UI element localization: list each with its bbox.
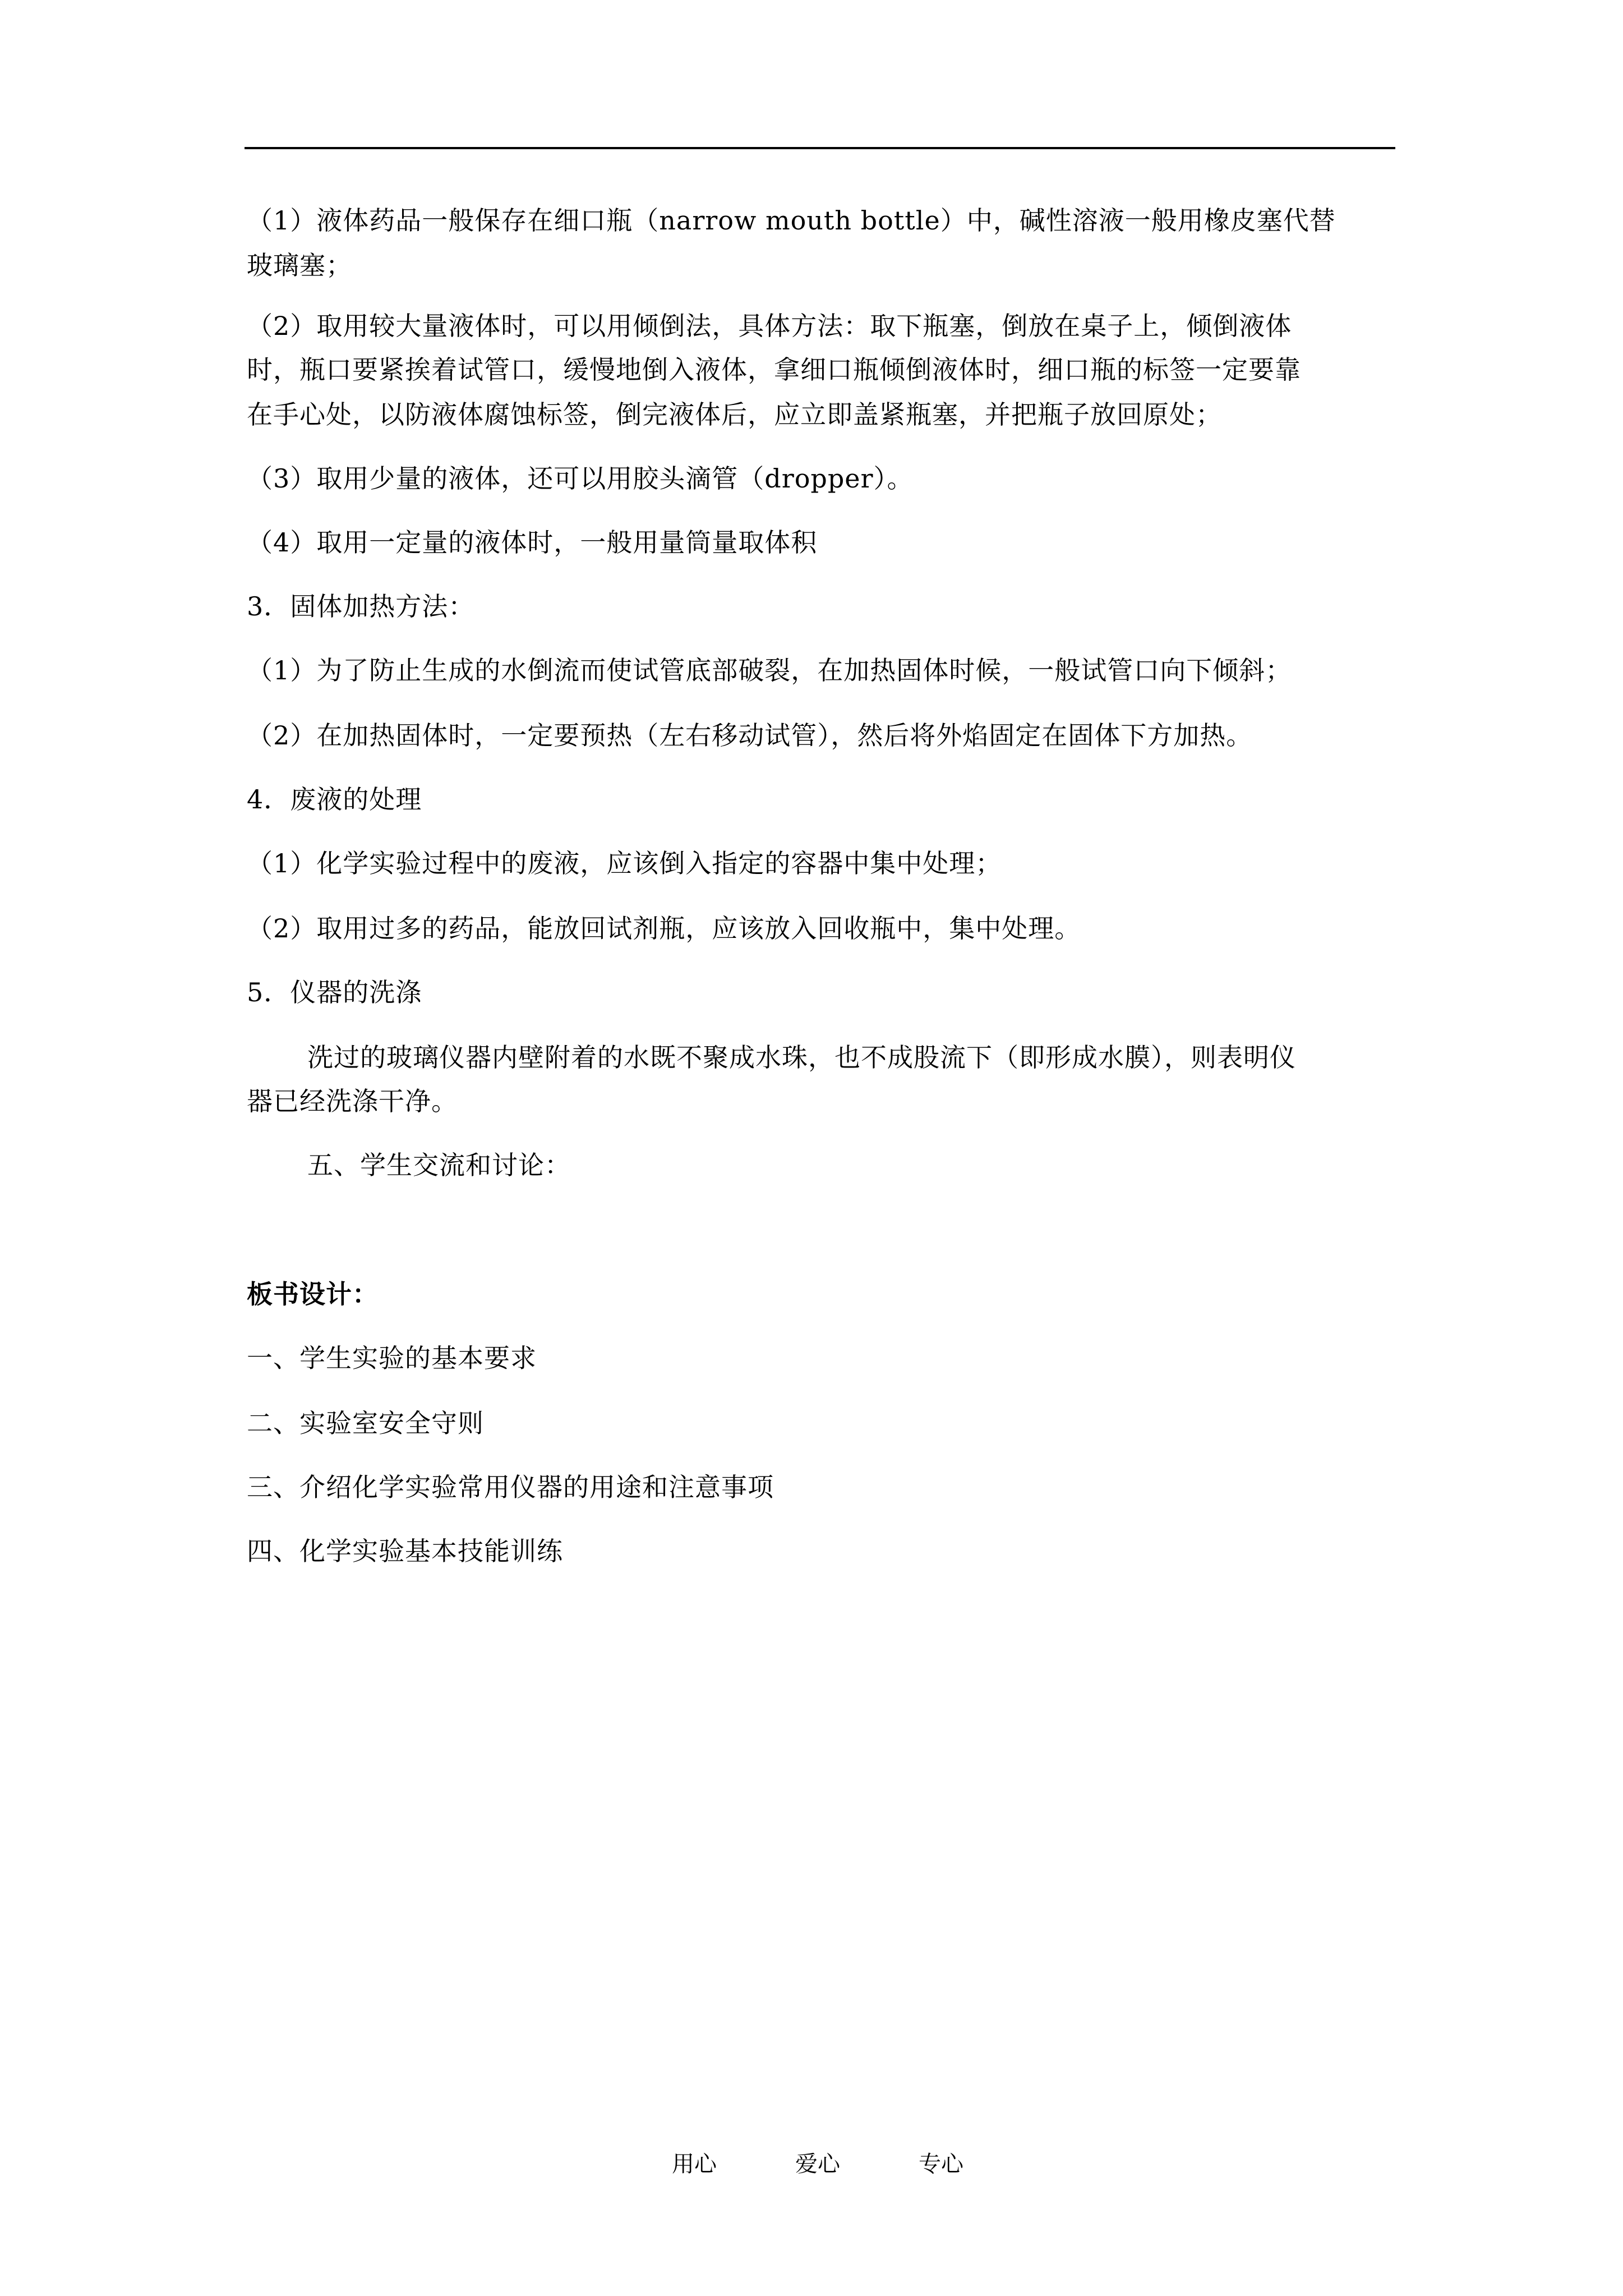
footer-text: 用心: [672, 2151, 717, 2177]
board-item: 四、化学实验基本技能训练: [247, 1536, 563, 1566]
text-line: （2）在加热固体时，一定要预热（左右移动试管），然后将外焰固定在固体下方加热。: [247, 720, 1253, 751]
text-line: 洗过的玻璃仪器内壁附着的水既不聚成水珠，也不成股流下（即形成水膜），则表明仪: [307, 1042, 1296, 1073]
text-line: 在手心处，以防液体腐蚀标签，倒完液体后，应立即盖紧瓶塞，并把瓶子放回原处；: [247, 399, 1222, 430]
text-line: （2）取用较大量液体时，可以用倾倒法，具体方法：取下瓶塞，倒放在桌子上，倾倒液体: [247, 311, 1292, 341]
text-line: （2）取用过多的药品，能放回试剂瓶，应该放入回收瓶中，集中处理。: [247, 913, 1081, 944]
section-heading: 5．仪器的洗涤: [247, 977, 422, 1007]
section-heading: 4．废液的处理: [247, 784, 422, 815]
text-line: 器已经洗涤干净。: [247, 1086, 458, 1116]
section-heading: 五、学生交流和讨论：: [307, 1150, 571, 1180]
board-item: 二、实验室安全守则: [247, 1408, 484, 1438]
text-line: （1）为了防止生成的水倒流而使试管底部破裂，在加热固体时候，一般试管口向下倾斜；: [247, 655, 1292, 685]
text-line: （4）取用一定量的液体时，一般用量筒量取体积: [247, 527, 818, 558]
text-line: 时，瓶口要紧挨着试管口，缓慢地倒入液体，拿细口瓶倾倒液体时，细口瓶的标签一定要靠: [247, 355, 1301, 385]
section-heading: 3．固体加热方法：: [247, 591, 475, 622]
text-line: （1）化学实验过程中的废液，应该倒入指定的容器中集中处理；: [247, 848, 1002, 878]
text-line: 玻璃塞；: [247, 250, 352, 280]
board-design-title: 板书设计：: [247, 1279, 379, 1309]
board-item: 三、介绍化学实验常用仪器的用途和注意事项: [247, 1472, 774, 1502]
text-line: （1）液体药品一般保存在细口瓶（narrow mouth bottle）中，碱性溶液一般用橡皮塞代替: [247, 205, 1336, 236]
board-item: 一、学生实验的基本要求: [247, 1343, 537, 1373]
header-rule: [245, 147, 1395, 149]
footer-text: 专心: [919, 2151, 963, 2177]
text-line: （3）取用少量的液体，还可以用胶头滴管（dropper）。: [247, 463, 914, 494]
footer-text: 爱心: [795, 2151, 840, 2177]
